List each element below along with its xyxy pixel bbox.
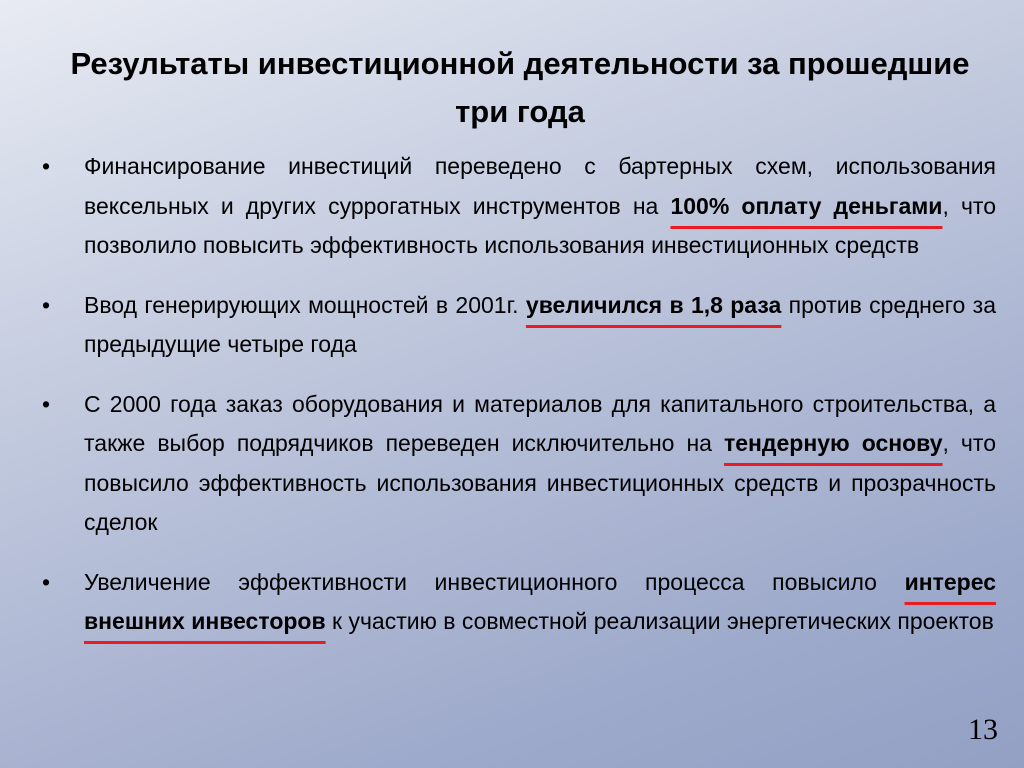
slide-title: Результаты инвестиционной деятельности за прошедшие три года — [70, 46, 970, 129]
highlight-text: увеличился в 1,8 раза — [525, 291, 782, 318]
bullet-item-capacity — [40, 286, 996, 365]
bullet-text: к участию в совместной реализации энергетических проектов — [325, 608, 994, 634]
bullet-item-investors — [40, 563, 996, 642]
bullet-text: С 2000 года заказ оборудования и материалов для капитального строительства, а также выбор подрядчиков переведен исключительно на — [84, 390, 996, 456]
bullet-text: , что повысило эффективность использования инвестиционных средств и прозрачность сделок — [84, 430, 996, 535]
highlight-text: интерес внешних инвесторов — [84, 568, 996, 634]
bullet-item-financing — [40, 147, 996, 266]
bullet-marker: • — [42, 390, 51, 417]
bullet-item-tender — [40, 385, 996, 543]
bullet-marker: • — [42, 568, 51, 595]
bullet-list — [40, 147, 996, 642]
bullet-text: Увеличение эффективности инвестиционного процесса повысило — [84, 568, 905, 595]
highlight-text: тендерную основу — [723, 430, 943, 456]
bullet-text: Финансирование инвестиций переведено с бартерных схем, использования вексельных и других суррогатных инструментов на — [84, 153, 996, 219]
highlight-text: 100% оплату деньгами — [670, 192, 943, 219]
bullet-text: против среднего за предыдущие четыре года — [84, 291, 996, 357]
bullet-text: Ввод генерирующих мощностей в 2001г. — [84, 291, 526, 318]
page-number: 13 — [968, 713, 998, 746]
bullet-marker: • — [42, 291, 51, 318]
bullet-marker: • — [42, 153, 51, 179]
bullet-text: , что позволило повысить эффективность использования инвестиционных средств — [84, 192, 996, 258]
